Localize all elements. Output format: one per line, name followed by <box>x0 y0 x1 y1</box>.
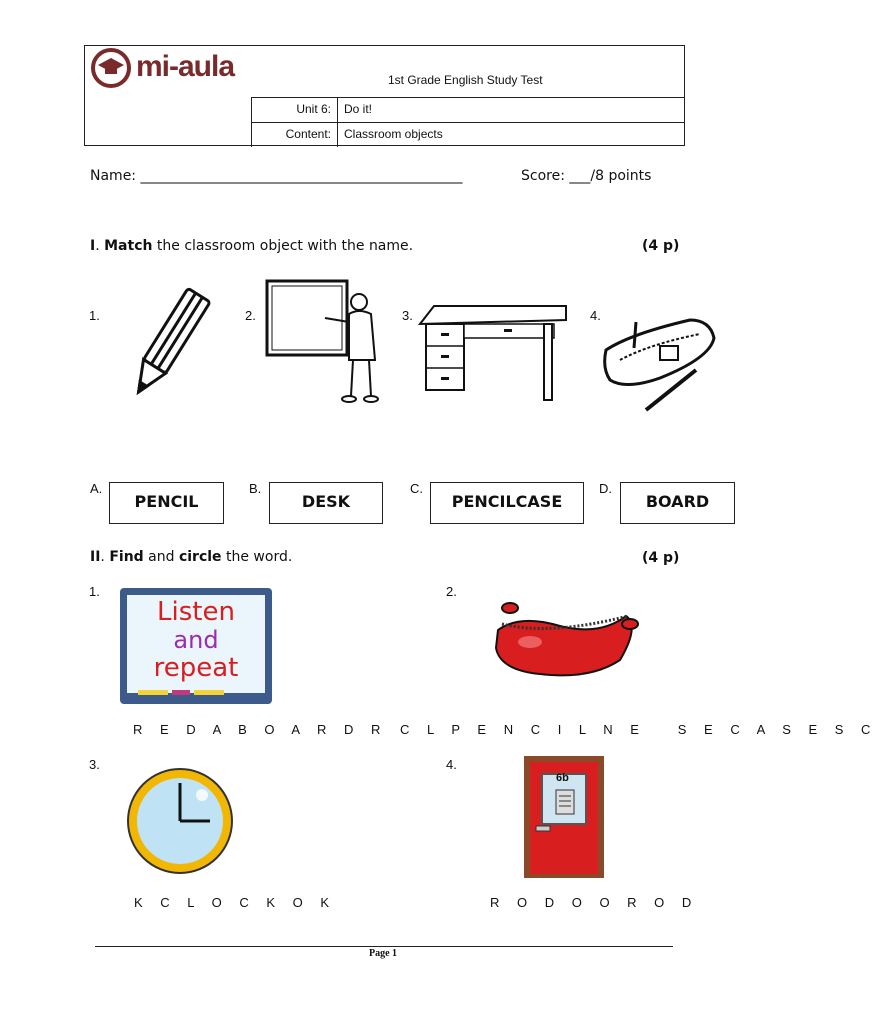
unit-value: Do it! <box>344 102 373 116</box>
logo-mark-icon <box>90 47 134 89</box>
option-letter: C. <box>410 481 423 496</box>
door-label: 6b <box>556 772 569 784</box>
page-number: Page 1 <box>369 948 398 959</box>
score-field: Score: ___/8 points <box>521 168 652 184</box>
content-label: Content: <box>252 123 338 147</box>
item-number: 1. <box>89 308 100 323</box>
item-number: 4. <box>590 308 601 323</box>
door-icon <box>522 754 606 880</box>
clock-icon <box>124 765 236 877</box>
option-word-box: PENCIL <box>109 482 224 524</box>
letter-puzzle: K C L O C K O K <box>134 895 337 910</box>
letter-puzzle: C L P E N C I L N E S E C A S E S C <box>400 722 877 737</box>
content-row <box>251 122 685 147</box>
teacher-board-icon <box>263 278 383 406</box>
item-number: 4. <box>446 757 457 772</box>
board-word: and <box>173 626 219 654</box>
section2-title: II. Find and circle the word. <box>90 549 293 565</box>
logo-text: mi-aula <box>136 50 235 83</box>
test-title: 1st Grade English Study Test <box>388 73 543 87</box>
board-word: Listen <box>157 597 235 627</box>
option-letter: A. <box>90 481 103 496</box>
whiteboard-icon <box>118 586 274 706</box>
section1-title: I. Match the classroom object with the name. <box>90 238 414 254</box>
item-number: 3. <box>402 308 413 323</box>
pencil-icon <box>118 278 218 408</box>
pencilcase-icon <box>600 314 720 414</box>
section1-points: (4 p) <box>642 238 680 254</box>
option-letter: D. <box>599 481 612 496</box>
item-number: 2. <box>245 308 256 323</box>
option-letter: B. <box>249 481 262 496</box>
board-word: repeat <box>153 653 239 683</box>
item-number: 2. <box>446 584 457 599</box>
item-number: 1. <box>89 584 100 599</box>
section2-points: (4 p) <box>642 550 680 566</box>
content-value: Classroom objects <box>344 127 443 141</box>
letter-puzzle: R O D O O R O D <box>490 895 699 910</box>
unit-row <box>251 97 685 122</box>
name-field[interactable]: Name: ______________________________________________ <box>90 168 463 184</box>
option-word-box: BOARD <box>620 482 735 524</box>
unit-label: Unit 6: <box>252 98 338 122</box>
red-pencilcase-icon <box>490 596 640 686</box>
option-word-box: DESK <box>269 482 383 524</box>
letter-puzzle: R E D A B O A R D R <box>133 722 388 737</box>
desk-icon <box>416 300 572 404</box>
item-number: 3. <box>89 757 100 772</box>
option-word-box: PENCILCASE <box>430 482 584 524</box>
footer-divider <box>95 946 673 947</box>
